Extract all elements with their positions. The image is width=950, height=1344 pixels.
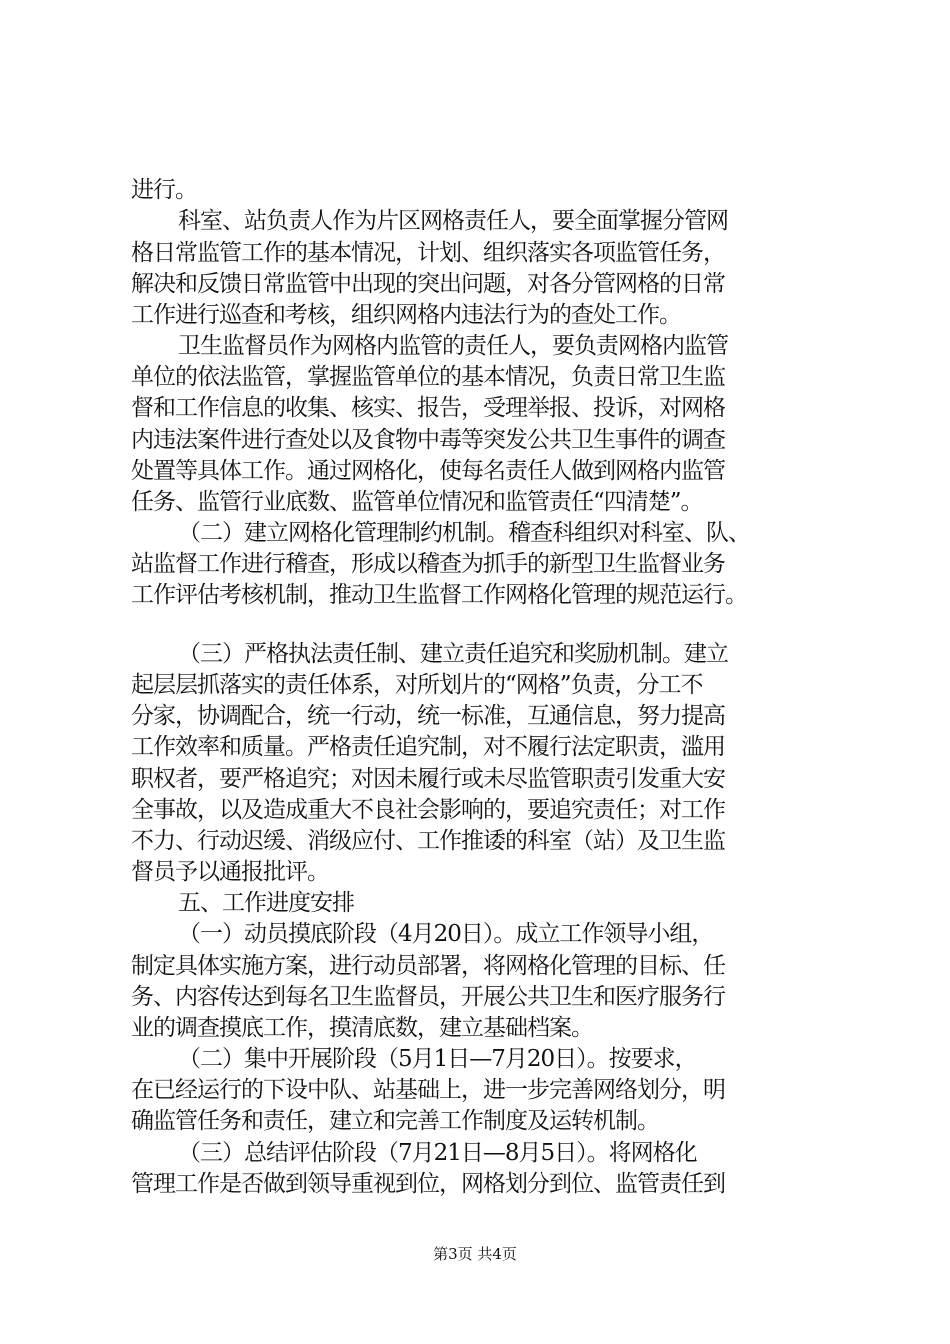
text-line-21: 不力、行动迟缓、消级应付、工作推诿的科室（站）及卫生监 (131, 828, 725, 854)
text-line-31: （三）总结评估阶段（7月21日—8月5日）。将网格化 (178, 1140, 697, 1166)
text-line-16: 起层层抓落实的责任体系，对所划片的“网格”负责，分工不 (131, 672, 703, 698)
text-line-4: 解决和反馈日常监管中出现的突出问题，对各分管网格的日常 (131, 271, 725, 297)
text-line-25: 制定具体实施方案，进行动员部署，将网格化管理的目标、任 (131, 953, 725, 979)
text-line-17: 分家，协调配合，统一行动，统一标准，互通信息，努力提高 (131, 703, 725, 729)
text-line-7: 单位的依法监管，掌握监管单位的基本情况，负责日常卫生监 (131, 364, 725, 390)
text-line-1: 进行。 (131, 177, 197, 203)
text-line-22: 督员予以通报批评。 (131, 859, 329, 885)
text-line-19: 职权者，要严格追究；对因未履行或未尽监管职责引发重大安 (131, 766, 725, 792)
text-line-24: （一）动员摸底阶段（4月20日）。成立工作领导小组， (178, 921, 714, 947)
text-line-29: 在已经运行的下设中队、站基础上，进一步完善网络划分，明 (131, 1077, 725, 1103)
text-line-5: 工作进行巡查和考核，组织网格内违法行为的查处工作。 (131, 302, 681, 328)
text-line-2: 科室、站负责人作为片区网格责任人，要全面掌握分管网 (178, 208, 728, 234)
text-line-30: 确监管任务和责任，建立和完善工作制度及运转机制。 (131, 1108, 659, 1134)
text-line-14: 工作评估考核机制，推动卫生监督工作网格化管理的规范运行。 (131, 582, 747, 608)
text-line-6: 卫生监督员作为网格内监管的责任人，要负责网格内监管 (178, 333, 728, 359)
text-line-28: （二）集中开展阶段（5月1日—7月20日）。按要求， (178, 1046, 697, 1072)
text-line-32: 管理工作是否做到领导重视到位，网格划分到位、监管责任到 (131, 1171, 725, 1197)
text-line-27: 业的调查摸底工作，摸清底数，建立基础档案。 (131, 1015, 593, 1041)
text-line-13: 站监督工作进行稽查，形成以稽查为抓手的新型卫生监督业务 (131, 551, 725, 577)
text-line-3: 格日常监管工作的基本情况，计划、组织落实各项监管任务， (131, 240, 725, 266)
section-heading: 五、工作进度安排 (178, 890, 354, 916)
page-footer: 第3页 共4页 (433, 1245, 517, 1263)
text-line-26: 务、内容传达到每名卫生监督员，开展公共卫生和医疗服务行 (131, 984, 725, 1010)
text-line-18: 工作效率和质量。严格责任追究制，对不履行法定职责，滥用 (131, 734, 725, 760)
text-line-9: 内违法案件进行查处以及食物中毒等突发公共卫生事件的调查 (131, 427, 725, 453)
text-line-15: （三）严格执法责任制、建立责任追究和奖励机制。建立 (178, 641, 728, 667)
text-line-11: 任务、监管行业底数、监管单位情况和监管责任“四清楚”。 (131, 489, 703, 515)
text-line-20: 全事故，以及造成重大不良社会影响的，要追究责任；对工作 (131, 797, 725, 823)
text-line-12: （二）建立网格化管理制约机制。稽查科组织对科室、队、 (178, 520, 750, 546)
text-line-10: 处置等具体工作。通过网格化，使每名责任人做到网格内监管 (131, 458, 725, 484)
text-line-8: 督和工作信息的收集、核实、报告，受理举报、投诉，对网格 (131, 395, 725, 421)
